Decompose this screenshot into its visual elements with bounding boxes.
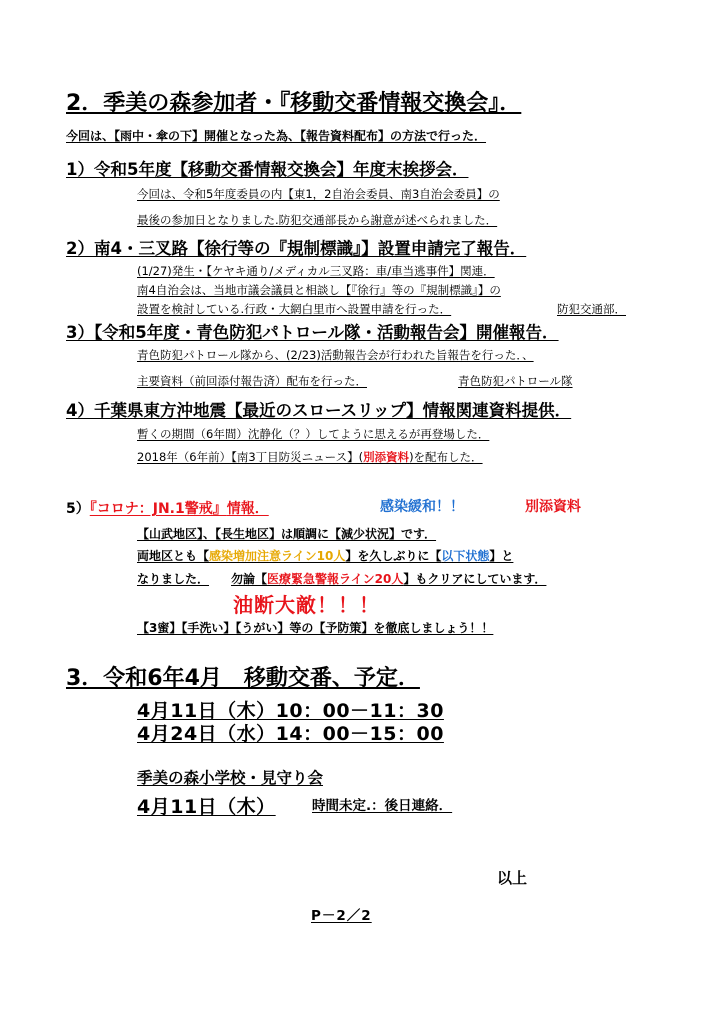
below-state-label: 以下状態 [441, 549, 490, 563]
item-4-title: 4）千葉県東方沖地震【最近のスロースリップ】情報関連資料提供． [66, 401, 572, 420]
warning-banner: 油断大敵！！！ [233, 593, 380, 617]
closing-remark: 以上 [497, 869, 528, 887]
infection-relief-label: 感染緩和！！ [380, 499, 464, 515]
covid-alert-label: 『コロナ：JN.1警戒』 [89, 501, 227, 517]
section-2-heading: 2．季美の森参加者・『移動交番情報交換会』． [66, 91, 522, 116]
item-1-line-1: 今回は、令和5年度委員の内【東1，2自治会委員、南3自治会委員】の [137, 187, 500, 201]
watch-event-note: 時間未定.：後日連絡． [312, 798, 453, 814]
schedule-entry-1: 4月11日（木）10：00－11：30 [137, 700, 444, 722]
item-1-title: 1）令和5年度【移動交番情報交換会】年度末挨拶会． [66, 160, 469, 179]
watch-event-date: 4月11日（木） [137, 796, 276, 818]
item-3-signature: 青色防犯パトロール隊 [458, 374, 573, 388]
item-5-line-1: 【山武地区】、【長生地区】は順調に【減少状況】です． [137, 527, 437, 541]
watch-event-title: 季美の森小学校・見守り会 [137, 769, 324, 787]
section-3-heading: 3．令和6年4月 移動交番、予定． [66, 666, 420, 691]
item-2-line-3: 設置を検討している.行政・大網白里市へ設置申請を行った． [137, 302, 452, 316]
item-3-title: 3）【令和5年度・青色防犯パトロール隊・活動報告会】開催報告． [66, 323, 559, 342]
item-5-title: 5）『コロナ：JN.1警戒』情報． [66, 501, 269, 517]
item-2-signature: 防犯交通部． [557, 302, 626, 316]
emergency-line-label: 医療緊急警報ライン20人 [267, 572, 404, 586]
item-4-line-2: 2018年（6年前）【南3丁目防災ニュース】(別添資料)を配布した． [137, 450, 483, 464]
item-5-line-3: なりました． 勿論【医療緊急警報ライン20人】もクリアにしています． [137, 572, 547, 586]
section-2-intro: 今回は、【雨中・傘の下】開催となった為、【報告資料配布】の方法で行った． [66, 129, 487, 143]
item-3-line-1: 青色防犯パトロール隊から、(2/23)活動報告会が行われた旨報告を行った．、 [137, 348, 534, 362]
item-2-line-1: (1/27)発生・【ケヤキ通り/メディカル三叉路：車/車当逃事件】関連． [137, 264, 495, 278]
page-number: P－2／2 [311, 908, 372, 924]
attachment-label: 別添資料 [363, 450, 410, 464]
item-5-line-2: 両地区とも【感染増加注意ライン10人】を久しぶりに【以下状態】と [137, 549, 514, 563]
prevention-message: 【3蜜】【手洗い】【うがい】等の【予防策】を徹底しましょう！！ [137, 621, 494, 635]
item-2-line-2: 南4自治会は、当地市議会議員と相談し【『徐行』等の『規制標識』】の [137, 283, 501, 297]
item-4-line-1: 暫くの期間（6年間）沈静化（？）してように思えるが再登場した． [137, 427, 490, 441]
caution-line-label: 感染増加注意ライン10人 [209, 549, 346, 563]
attachment-label-2: 別添資料 [525, 499, 581, 515]
item-1-line-2: 最後の参加日となりました.防犯交通部長から謝意が述べられました． [137, 213, 498, 227]
schedule-entry-2: 4月24日（水）14：00－15：00 [137, 723, 444, 745]
item-3-line-2: 主要資料（前回添付報告済）配布を行った． [137, 374, 367, 388]
item-2-title: 2）南4・三叉路【徐行等の『規制標識』】設置申請完了報告． [66, 239, 527, 258]
